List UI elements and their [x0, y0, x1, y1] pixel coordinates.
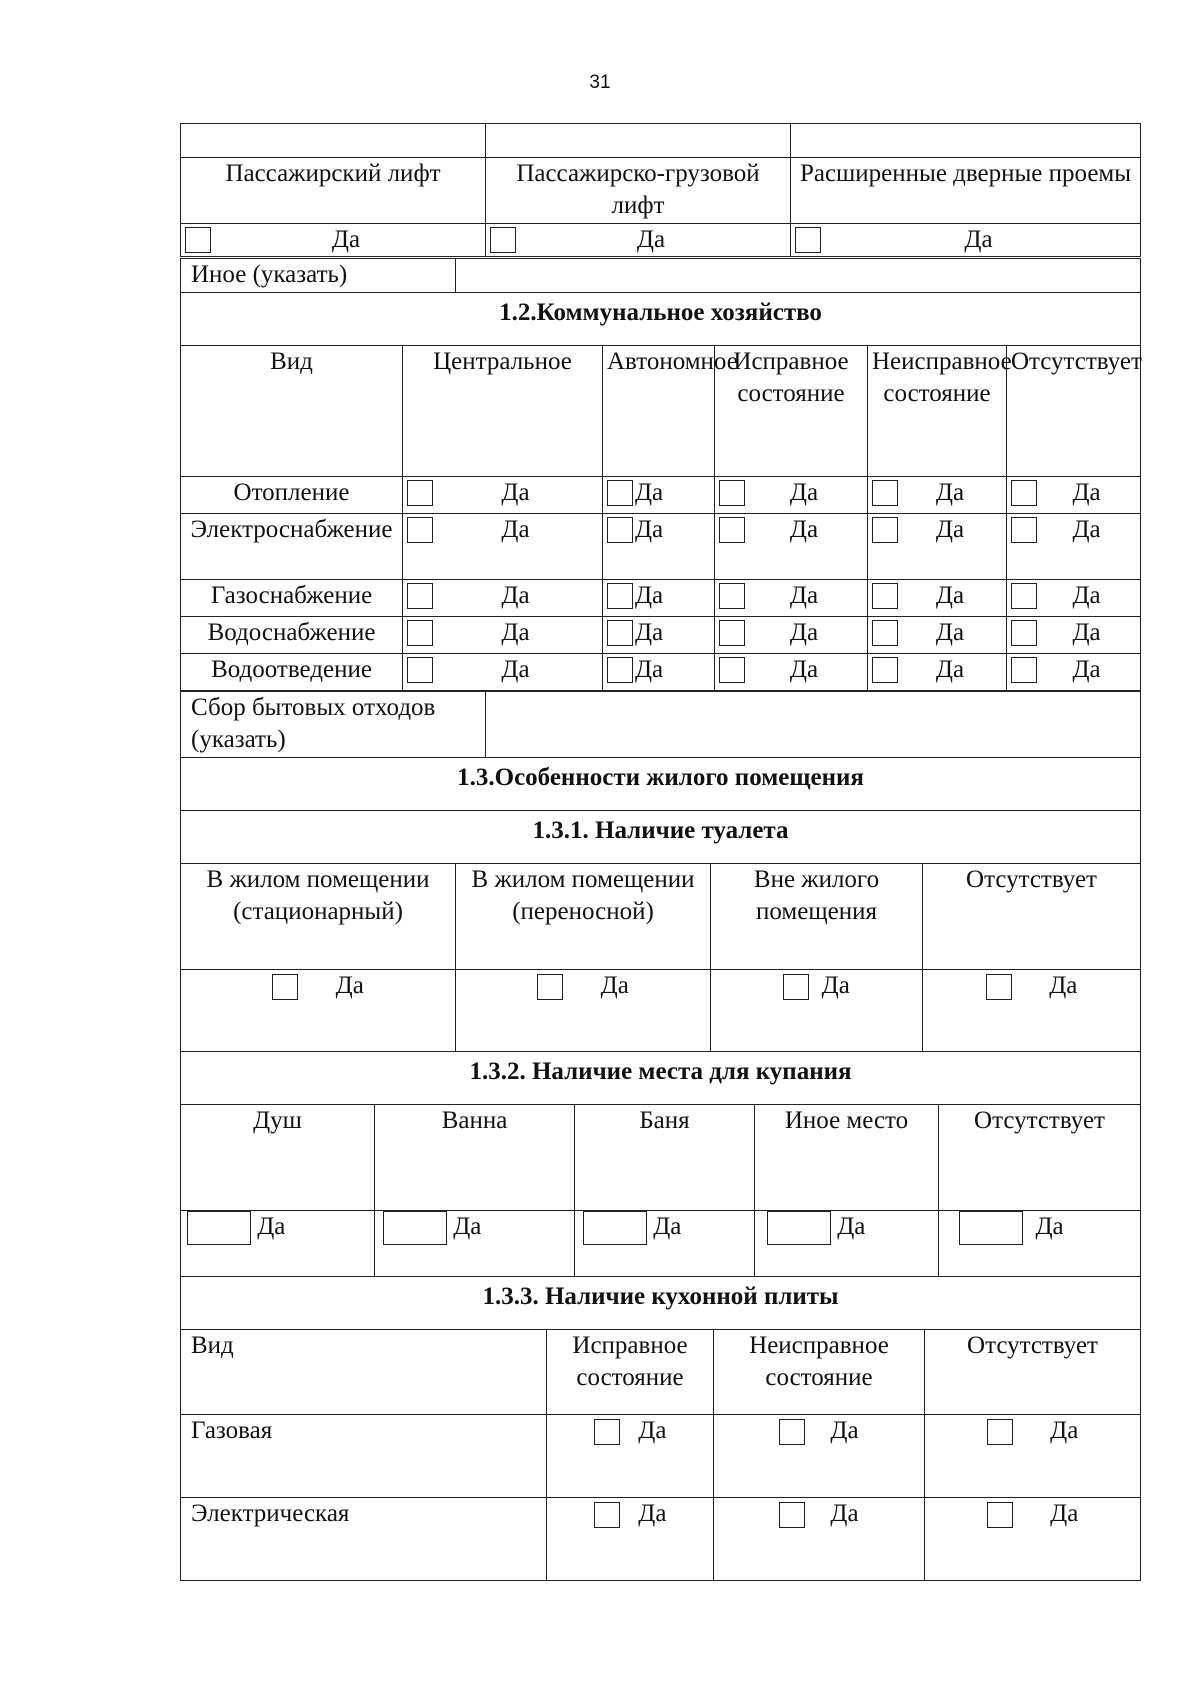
- other-label: Иное (указать): [181, 259, 456, 293]
- checkbox[interactable]: [594, 1419, 620, 1445]
- checkbox[interactable]: [490, 227, 516, 253]
- column-header: Отсутствует: [925, 1330, 1141, 1415]
- yes-label: Да: [1072, 479, 1101, 506]
- checkbox[interactable]: [987, 1502, 1013, 1528]
- subsection-title: 1.3.3. Наличие кухонной плиты: [181, 1277, 1141, 1330]
- yes-label: Да: [935, 516, 965, 543]
- checkbox[interactable]: [986, 974, 1012, 1000]
- checkbox[interactable]: [594, 1502, 620, 1528]
- checkbox[interactable]: [1011, 517, 1037, 543]
- subsection-title: 1.3.2. Наличие места для купания: [181, 1052, 1141, 1105]
- checkbox[interactable]: [1011, 480, 1037, 506]
- column-header: Баня: [575, 1105, 755, 1211]
- waste-table: [180, 691, 1141, 758]
- yes-label: Да: [821, 972, 850, 999]
- yes-label: Да: [789, 619, 819, 646]
- checkbox[interactable]: [1011, 657, 1037, 683]
- column-header: Вне жилого помещения: [711, 864, 923, 970]
- yes-label: Да: [600, 972, 629, 999]
- checkbox[interactable]: [872, 480, 898, 506]
- passenger-lift-option[interactable]: [181, 224, 486, 257]
- yes-label: Да: [830, 1500, 859, 1527]
- yes-label: Да: [635, 516, 664, 543]
- column-header: Вид: [181, 346, 403, 477]
- yes-label: Да: [789, 479, 819, 506]
- yes-label: Да: [1050, 1417, 1079, 1444]
- checkbox[interactable]: [583, 1211, 647, 1245]
- row-label: Водоотведение: [181, 654, 403, 691]
- empty-cell: [181, 124, 486, 158]
- checkbox[interactable]: [779, 1419, 805, 1445]
- row-label: Водоснабжение: [181, 617, 403, 654]
- yes-label: Да: [837, 1213, 866, 1240]
- bathing-table: [180, 1051, 1141, 1277]
- table-row: [181, 477, 1141, 514]
- yes-label: Да: [653, 1213, 682, 1240]
- checkbox[interactable]: [1011, 620, 1037, 646]
- checkbox[interactable]: [719, 583, 745, 609]
- waste-input[interactable]: [486, 692, 1141, 758]
- table-row: [181, 1211, 1141, 1277]
- table-row: [181, 617, 1141, 654]
- yes-label: Да: [635, 582, 664, 609]
- column-header: В жилом помещении (переносной): [456, 864, 711, 970]
- yes-label: Да: [1072, 516, 1101, 543]
- column-header: Отсутствует: [923, 864, 1141, 970]
- yes-label: Да: [501, 479, 530, 506]
- yes-label: Да: [1072, 656, 1101, 683]
- lifts-table: [180, 123, 1141, 257]
- checkbox[interactable]: [407, 620, 433, 646]
- checkbox[interactable]: [987, 1419, 1013, 1445]
- table-row: [181, 970, 1141, 1052]
- header-cargo-lift: Пассажирско-грузовой лифт: [486, 158, 791, 224]
- checkbox[interactable]: [872, 657, 898, 683]
- yes-label: Да: [935, 656, 965, 683]
- column-header: Иное место: [755, 1105, 939, 1211]
- other-input[interactable]: [456, 259, 1141, 293]
- checkbox[interactable]: [407, 583, 433, 609]
- checkbox[interactable]: [607, 583, 633, 609]
- column-header: Автономное: [603, 346, 715, 477]
- yes-label: Да: [635, 479, 664, 506]
- utilities-table: [180, 292, 1141, 691]
- yes-label: Да: [1049, 972, 1078, 999]
- row-label: Электрическая: [181, 1498, 547, 1581]
- yes-label: Да: [935, 479, 965, 506]
- checkbox[interactable]: [407, 517, 433, 543]
- checkbox[interactable]: [872, 620, 898, 646]
- yes-label: Да: [789, 582, 819, 609]
- yes-label: Да: [935, 619, 965, 646]
- section-title: 1.3.Особенности жилого помещения: [181, 758, 1141, 811]
- checkbox[interactable]: [767, 1211, 831, 1245]
- yes-label: Да: [635, 619, 664, 646]
- yes-label: Да: [635, 656, 664, 683]
- column-header: Вид: [181, 1330, 547, 1415]
- column-header: Неисправное состояние: [868, 346, 1007, 477]
- checkbox[interactable]: [719, 517, 745, 543]
- page-number: 31: [589, 72, 611, 93]
- table-row: [181, 1498, 1141, 1581]
- empty-cell: [791, 124, 1141, 158]
- yes-label: Да: [335, 972, 364, 999]
- other-table: [180, 258, 1141, 293]
- checkbox[interactable]: [407, 480, 433, 506]
- table-row: [181, 1415, 1141, 1498]
- yes-label: Да: [636, 226, 666, 253]
- column-header: Центральное: [403, 346, 603, 477]
- yes-label: Да: [638, 1500, 667, 1527]
- row-label: Газоснабжение: [181, 580, 403, 617]
- yes-label: Да: [331, 226, 361, 253]
- wide-doors-option[interactable]: [791, 224, 1141, 257]
- header-wide-doors: Расширенные дверные проемы: [791, 158, 1141, 224]
- row-label: Газовая: [181, 1415, 547, 1498]
- checkbox[interactable]: [272, 974, 298, 1000]
- checkbox[interactable]: [872, 583, 898, 609]
- yes-label: Да: [964, 226, 993, 253]
- checkbox[interactable]: [607, 480, 633, 506]
- checkbox[interactable]: [1011, 583, 1037, 609]
- checkbox[interactable]: [719, 657, 745, 683]
- yes-label: Да: [830, 1417, 859, 1444]
- column-header: Неисправное состояние: [714, 1330, 925, 1415]
- column-header: Исправное состояние: [715, 346, 868, 477]
- yes-label: Да: [453, 1213, 482, 1240]
- yes-label: Да: [638, 1417, 667, 1444]
- yes-label: Да: [501, 656, 530, 683]
- checkbox[interactable]: [783, 974, 809, 1000]
- checkbox[interactable]: [187, 1211, 251, 1245]
- row-label: Электроснабжение: [181, 514, 403, 580]
- checkbox[interactable]: [959, 1211, 1023, 1245]
- subsection-title: 1.3.1. Наличие туалета: [181, 811, 1141, 864]
- column-header: Исправное состояние: [547, 1330, 714, 1415]
- yes-label: Да: [1072, 582, 1101, 609]
- checkbox[interactable]: [779, 1502, 805, 1528]
- yes-label: Да: [501, 582, 530, 609]
- yes-label: Да: [257, 1213, 286, 1240]
- yes-label: Да: [501, 516, 530, 543]
- column-header: Отсутствует: [939, 1105, 1141, 1211]
- empty-cell: [486, 124, 791, 158]
- column-header: Ванна: [375, 1105, 575, 1211]
- checkbox[interactable]: [185, 227, 211, 253]
- column-header: В жилом помещении (стационарный): [181, 864, 456, 970]
- checkbox[interactable]: [795, 227, 821, 253]
- yes-label: Да: [789, 656, 819, 683]
- row-label: Отопление: [181, 477, 403, 514]
- table-row: [181, 514, 1141, 580]
- checkbox[interactable]: [607, 620, 633, 646]
- checkbox[interactable]: [719, 620, 745, 646]
- yes-label: Да: [501, 619, 530, 646]
- yes-label: Да: [789, 516, 819, 543]
- checkbox[interactable]: [383, 1211, 447, 1245]
- checkbox[interactable]: [607, 657, 633, 683]
- yes-label: Да: [1035, 1213, 1064, 1240]
- table-row: [181, 654, 1141, 691]
- checkbox[interactable]: [407, 657, 433, 683]
- cargo-lift-option[interactable]: [486, 224, 791, 257]
- column-header: Душ: [181, 1105, 375, 1211]
- checkbox[interactable]: [719, 480, 745, 506]
- waste-label: Сбор бытовых отходов (указать): [181, 692, 486, 758]
- yes-label: Да: [1072, 619, 1101, 646]
- header-passenger-lift: Пассажирский лифт: [181, 158, 486, 224]
- yes-label: Да: [935, 582, 965, 609]
- section-title: 1.2.Коммунальное хозяйство: [181, 293, 1141, 346]
- checkbox[interactable]: [537, 974, 563, 1000]
- checkbox[interactable]: [607, 517, 633, 543]
- table-row: [181, 580, 1141, 617]
- stove-table: [180, 1276, 1141, 1581]
- column-header: Отсутствует: [1007, 346, 1141, 477]
- yes-label: Да: [1050, 1500, 1079, 1527]
- checkbox[interactable]: [872, 517, 898, 543]
- features-table: [180, 757, 1141, 1052]
